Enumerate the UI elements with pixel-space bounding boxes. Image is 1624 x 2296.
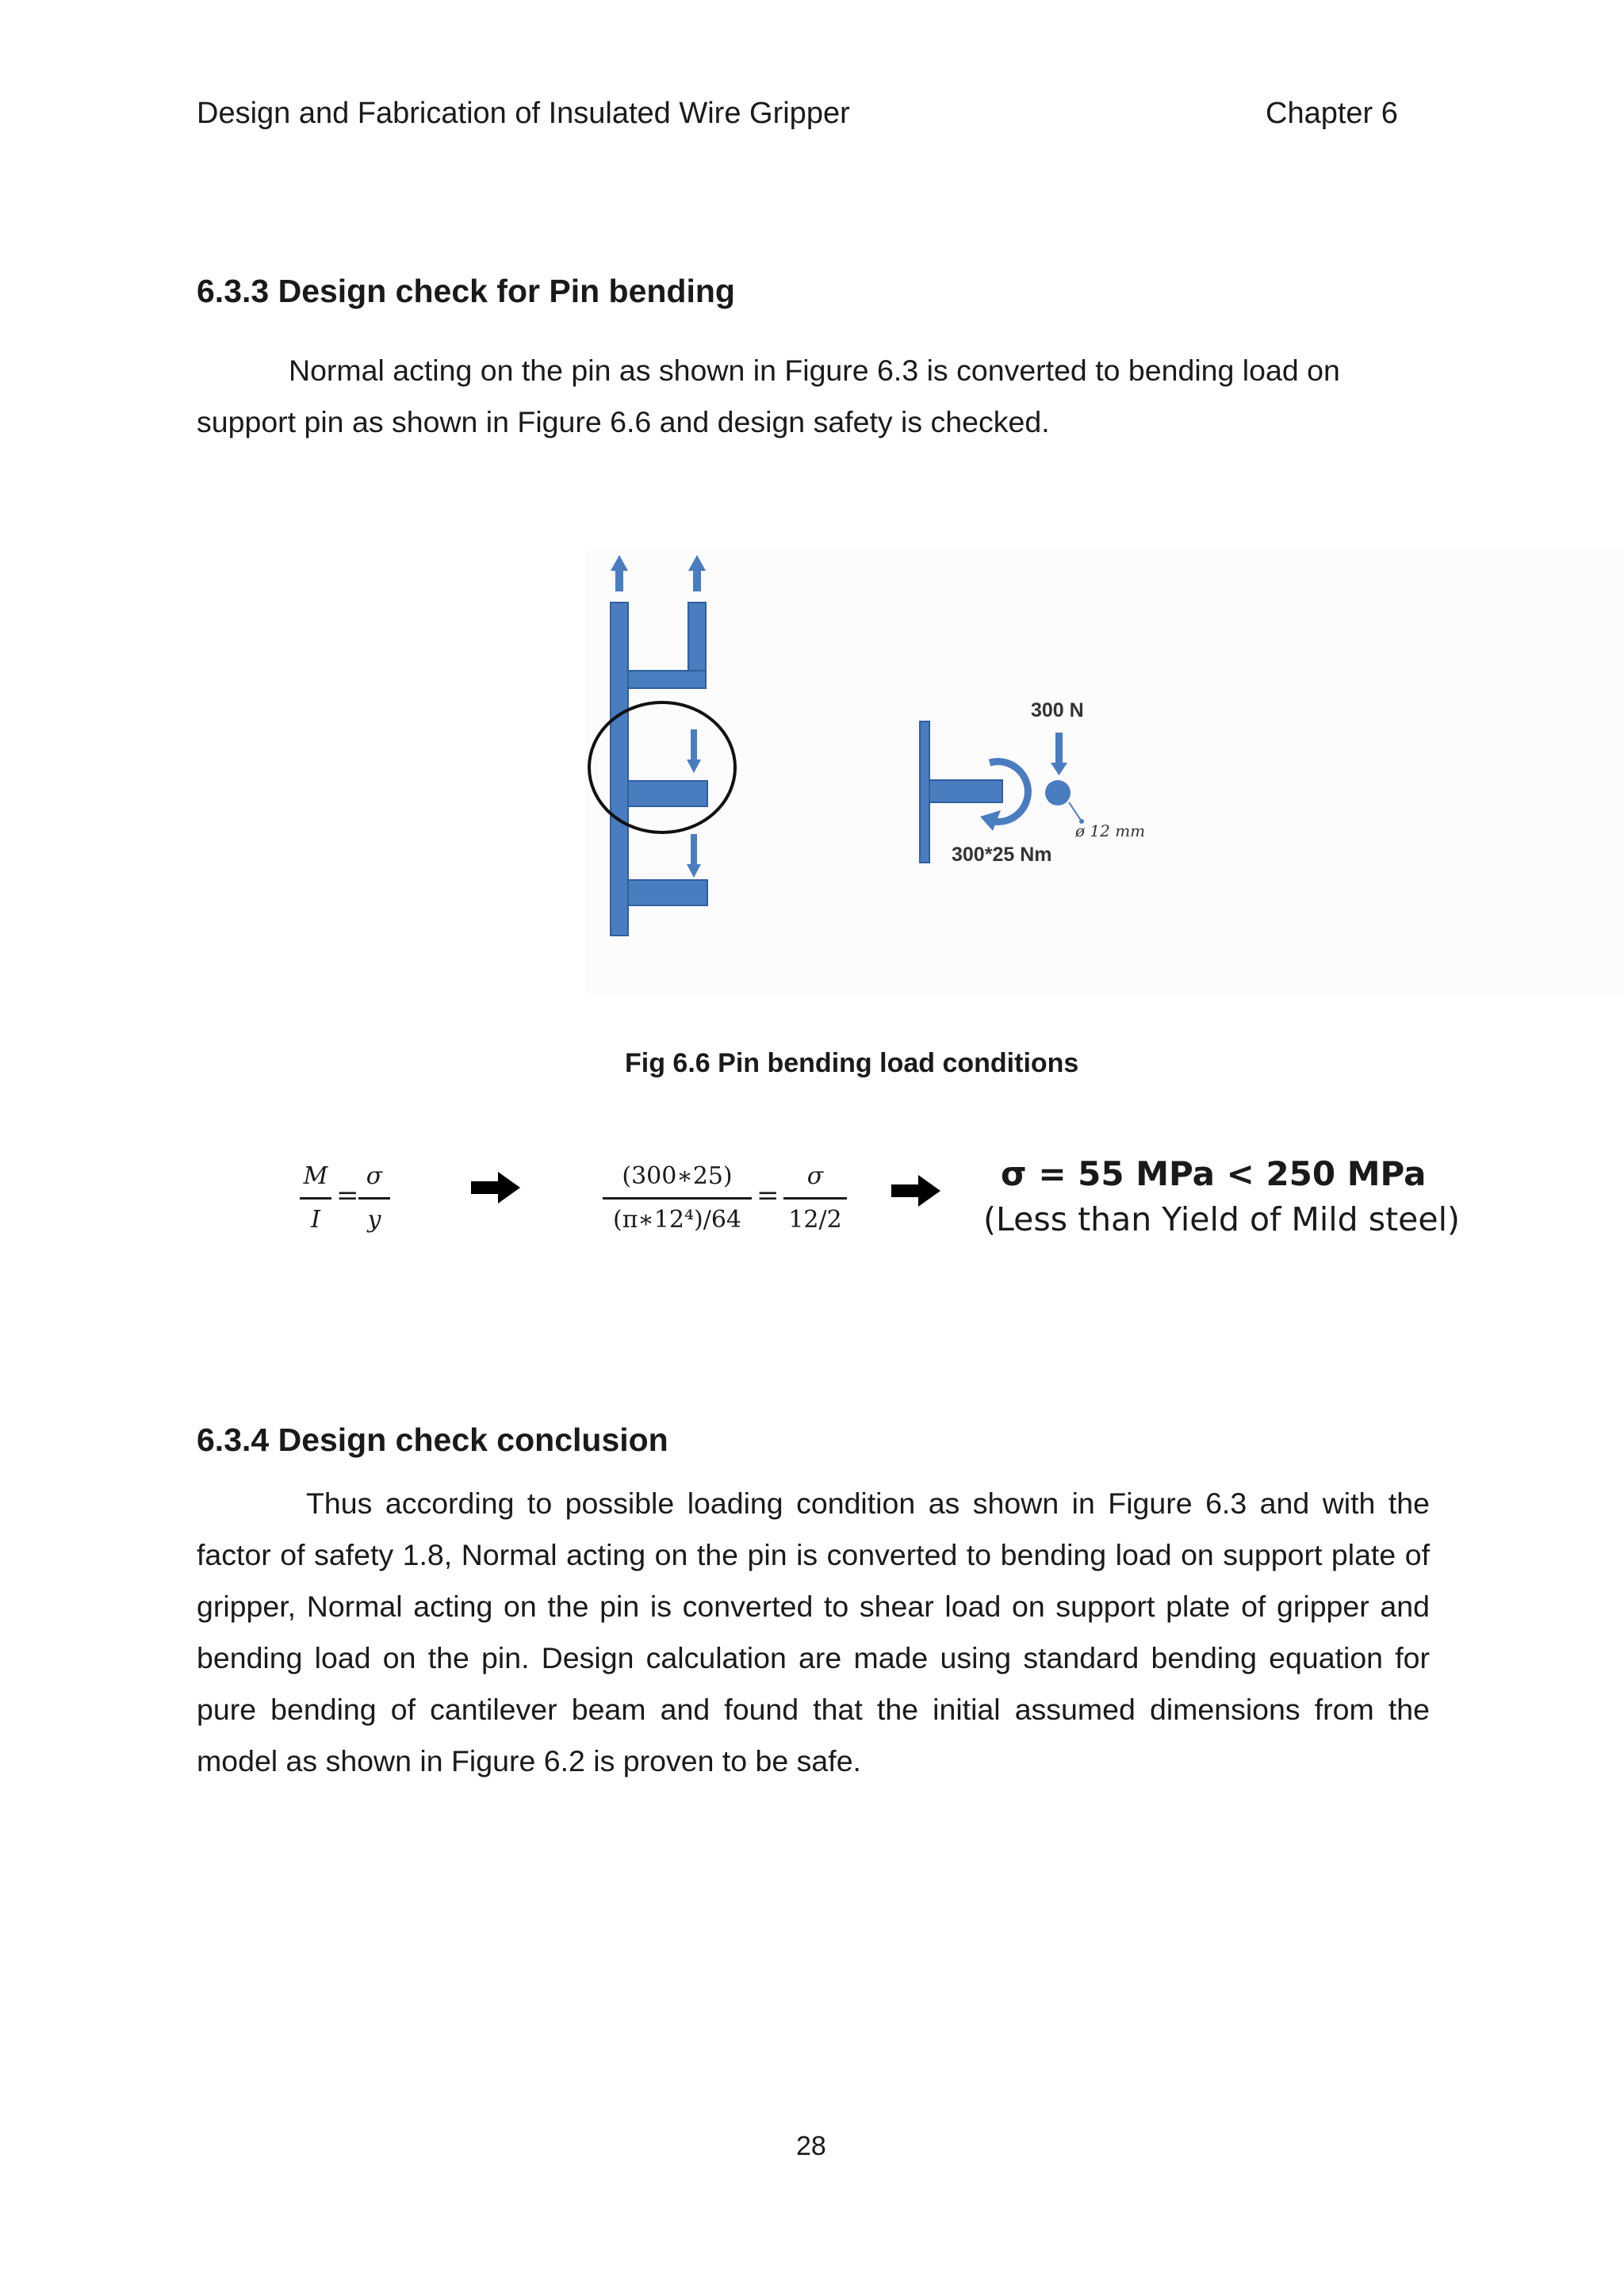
force-arrow-shaft	[1055, 733, 1063, 766]
section-heading-634: 6.3.4 Design check conclusion	[197, 1422, 668, 1458]
up-arrows	[611, 555, 706, 591]
implies-arrow-icon	[471, 1172, 520, 1203]
top-crossbar	[628, 671, 706, 688]
diameter-label: ø 12 mm	[1075, 821, 1146, 840]
page-number: 28	[796, 2131, 826, 2161]
numerator-sigma: σ	[366, 1162, 383, 1190]
denominator-i: I	[311, 1206, 320, 1234]
support-wall	[920, 721, 929, 863]
section-634-paragraph	[197, 1478, 1430, 1787]
moment-label: 300*25 Nm	[952, 844, 1052, 866]
implies-arrow-icon-2	[891, 1175, 940, 1207]
cantilever-pin	[929, 780, 1002, 802]
force-label: 300 N	[1031, 699, 1084, 721]
equals-sign-2: =	[756, 1180, 779, 1211]
pin-cross-section	[1045, 780, 1071, 806]
section-634-text: Thus according to possible loading condition as shown in Figure 6.3 and with the factor of safety 1.8, Normal acting on the pin is converted to bending load on support plate of gripper, Normal acting on the pin is converted to shear load on support plate of gripper and bending load on the pin. Design calculation are made using standard bending equation for pure bending of cantilever beam and found that the initial assumed dimensions from the model as shown in Figure 6.2 is proven to be safe.	[197, 1487, 1430, 1777]
denominator-y: y	[367, 1206, 381, 1234]
stress-result: σ = 55 MPa < 250 MPa	[1001, 1154, 1427, 1193]
numerator-m: M	[303, 1162, 328, 1190]
fraction-sigma-over-distance	[783, 1161, 847, 1236]
section-heading-633: 6.3.3 Design check for Pin bending	[197, 273, 735, 309]
pin-arm	[628, 781, 707, 806]
equals-sign: =	[336, 1180, 359, 1211]
numerator-moment: (300∗25)	[622, 1162, 733, 1190]
free-body-diagram	[920, 721, 1002, 863]
numerator-sigma-2: σ	[806, 1162, 824, 1190]
section-633-text: Normal acting on the pin as shown in Figure 6.3 is converted to bending load on support pin as shown in Figure 6.6 and design safety is checked.	[197, 354, 1340, 438]
fraction-moment-over-inertia	[603, 1161, 752, 1236]
fraction-m-over-i	[300, 1161, 331, 1236]
main-vertical-bar	[611, 603, 628, 936]
figure-caption: Fig 6.6 Pin bending load conditions	[625, 1048, 1079, 1078]
force-arrow-head	[1051, 763, 1067, 775]
running-header-title: Design and Fabrication of Insulated Wire Gripper	[197, 97, 850, 130]
fraction-sigma-over-y	[358, 1161, 390, 1236]
denominator-inertia: (π∗12⁴)/64	[613, 1206, 741, 1234]
denominator-distance: 12/2	[788, 1206, 842, 1234]
stress-result-note: (Less than Yield of Mild steel)	[983, 1200, 1460, 1238]
lower-arm	[628, 880, 707, 905]
running-header-chapter: Chapter 6	[1266, 97, 1398, 130]
diameter-leader	[1069, 802, 1082, 821]
